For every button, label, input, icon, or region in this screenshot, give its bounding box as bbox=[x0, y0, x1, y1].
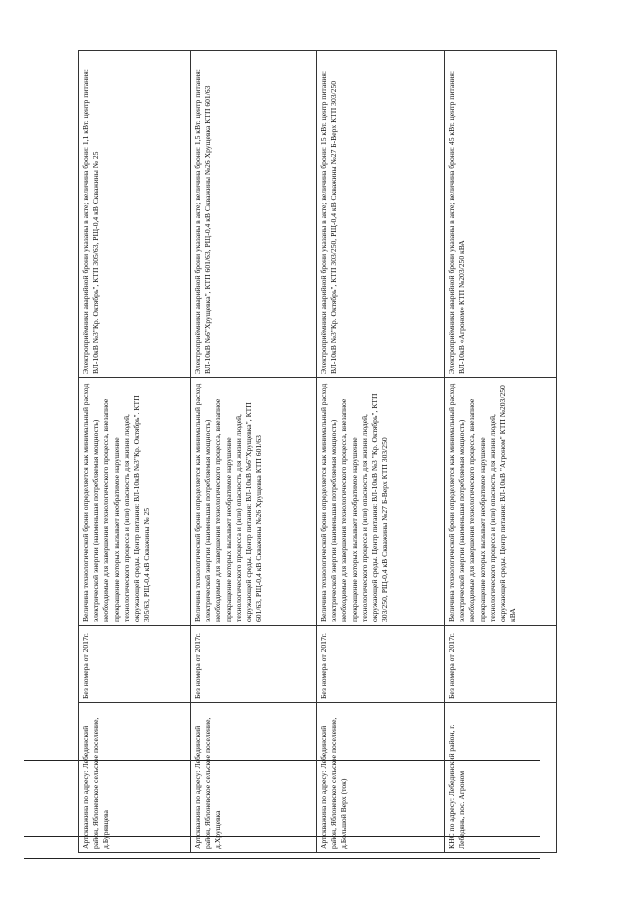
emergency-reserve-cell: Электроприёмники аварийной брони указаны в акте; величина брони: 1,1 кВт. центр питания: ВЛ-10кВ №3"Кр. Октябрь", КТП 305/63, РЩ-0,4 кВ Скважины № 25 bbox=[79, 51, 191, 378]
emergency-reserve-cell: Электроприёмники аварийной брони указаны в акте; величина брони: 15 кВт. центр питания: ВЛ-10кВ №3"Кр. Октябрь", КТП 303/250, РЩ-0,4 кВ Скважины №27 Б-Верх КТП 303/250 bbox=[317, 51, 445, 378]
horizontal-rule bbox=[24, 858, 540, 859]
table-row bbox=[191, 51, 317, 853]
act-number-cell: Без номера от 2017г. bbox=[445, 626, 557, 703]
table-row bbox=[79, 51, 191, 853]
technological-reserve-cell: Величина технологической брони определяется как минимальный расход электрической энергии (наименьшая потребляемая мощность) необходимые для завершения технологического процесса, внезапное прекращение которых вызывает необратимое нарушение технологического процесса и (или) опасность для жизни людей, окружающей среды. Центр питания: ВЛ-10кВ №3"Кр. Октябрь". КТП 305/63, РЩ-0,4 кВ Скважины № 25 bbox=[79, 378, 191, 626]
act-number-cell: Без номера от 2017г. bbox=[79, 626, 191, 703]
object-cell: КНС по адресу: Лебединский район, г. Лебедянь, пос. Агроном bbox=[445, 703, 557, 853]
reservation-table bbox=[78, 50, 557, 853]
emergency-reserve-cell: Электроприёмники аварийной брони указаны в акте; величина брони: 45 кВт. центр питания: ВЛ-10кВ «Агроном» КТП №203/250 кВА bbox=[445, 51, 557, 378]
emergency-reserve-cell: Электроприёмники аварийной брони указаны в акте; величина брони: 1,5 кВт. центр питания: ВЛ-10кВ №6"Хрущевка", КТП 601/63, РЩ-0,4 кВ Скважины №26 Хрущевка КТП 601/63 bbox=[191, 51, 317, 378]
technological-reserve-cell: Величина технологической брони определяется как минимальный расход электрической энергии (наименьшая потребляемая мощность) необходимые для завершения технологического процесса, внезапное прекращение которых вызывает необратимое нарушение технологического процесса и (или) опасность для жизни людей, окружающей среды. Центр питания: ВЛ-10кВ №6"Хрущевка", КТП 601/63, РЩ-0,4 кВ Скважины №26 Хрущевка КТП 601/63 bbox=[191, 378, 317, 626]
object-cell: Артскважина по адресу: Лебединский район, Яблоневское сельское поселение, д.Большой Верх (ток) bbox=[317, 703, 445, 853]
act-number-cell: Без номера от 2017г. bbox=[317, 626, 445, 703]
table-row bbox=[445, 51, 557, 853]
object-cell: Артскважина по адресу: Лебединский район, Яблоневское сельское поселение, д.Хрущевка bbox=[191, 703, 317, 853]
technological-reserve-cell: Величина технологической брони определяется как минимальный расход электрической энергии (наименьшая потребляемая мощность) необходимые для завершения технологического процесса, внезапное прекращение которых вызывает необратимое нарушение технологического процесса и (или) опасность для жизни людей, окружающей среды. Центр питания: ВЛ-10кВ №3 "Кр. Октябрь", КТП 303/250, РЩ-0,4 кВ Скважины №27 Б-Верх КТП 303/250 bbox=[317, 378, 445, 626]
act-number-cell: Без номера от 2017г. bbox=[191, 626, 317, 703]
object-cell: Артскважина по адресу: Лебединский район, Яблоневское сельское поселение, д.Бурявцева bbox=[79, 703, 191, 853]
rotated-table-container bbox=[78, 51, 556, 853]
table-row bbox=[317, 51, 445, 853]
technological-reserve-cell: Величина технологической брони определяется как минимальный расход электрической энергии (наименьшая потребляемая мощность) необходимые для завершения технологического процесса, внезапное прекращение которых вызывает необратимое нарушение технологического процесса и (или) опасность для жизни людей, окружающей среды. Центр питания: ВЛ-10кВ "Агроном" КТП №203/250 кВА bbox=[445, 378, 557, 626]
